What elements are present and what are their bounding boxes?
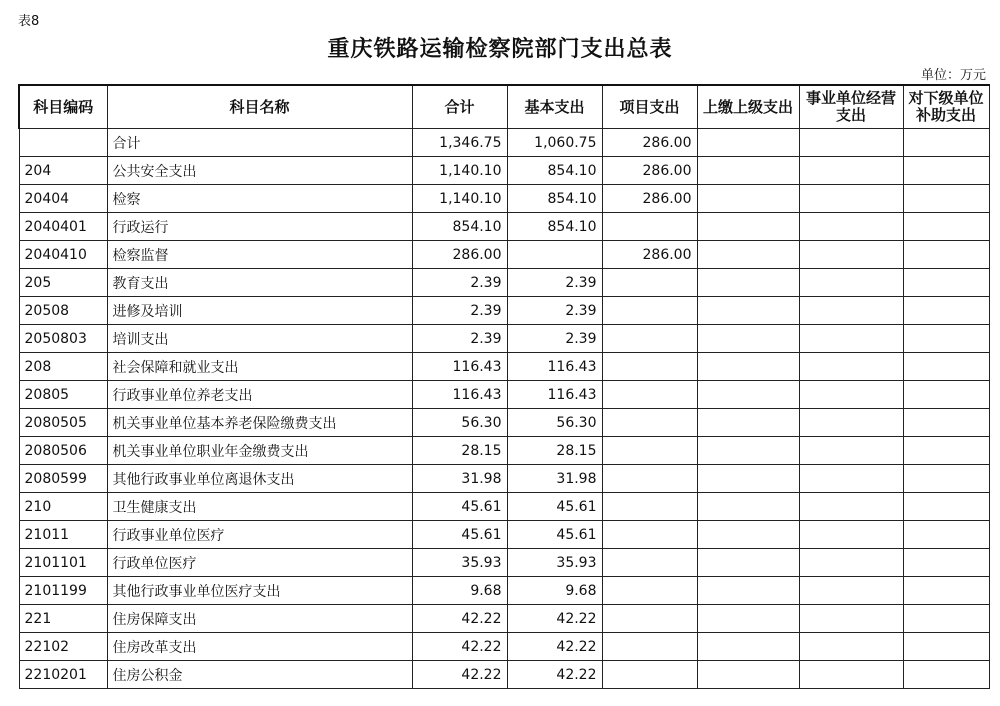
- expenditure-table: [18, 84, 990, 689]
- row-basic: 854.10: [507, 157, 602, 185]
- row-code: 2080506: [19, 437, 107, 465]
- table-row: [19, 521, 989, 549]
- header-basic: 基本支出: [507, 85, 602, 129]
- row-subsidy: [903, 661, 989, 689]
- row-total: 56.30: [412, 409, 507, 437]
- row-code: 204: [19, 157, 107, 185]
- table-row: [19, 241, 989, 269]
- row-upper: [697, 521, 799, 549]
- row-project: [602, 605, 697, 633]
- row-upper: [697, 129, 799, 157]
- row-subsidy: [903, 521, 989, 549]
- row-upper: [697, 325, 799, 353]
- row-total: 35.93: [412, 549, 507, 577]
- row-basic: 56.30: [507, 409, 602, 437]
- row-upper: [697, 577, 799, 605]
- header-total: 合计: [412, 85, 507, 129]
- row-upper: [697, 241, 799, 269]
- row-basic: [507, 241, 602, 269]
- table-row: [19, 353, 989, 381]
- row-total: 42.22: [412, 605, 507, 633]
- row-project: [602, 661, 697, 689]
- row-subsidy: [903, 437, 989, 465]
- row-basic: 2.39: [507, 325, 602, 353]
- row-total: 31.98: [412, 465, 507, 493]
- row-name: 机关事业单位职业年金缴费支出: [107, 437, 412, 465]
- row-total: 1,140.10: [412, 185, 507, 213]
- row-name: 合计: [107, 129, 412, 157]
- row-total: 45.61: [412, 521, 507, 549]
- header-name: 科目名称: [107, 85, 412, 129]
- row-total: 2.39: [412, 297, 507, 325]
- row-total: 28.15: [412, 437, 507, 465]
- row-subsidy: [903, 381, 989, 409]
- row-project: 286.00: [602, 185, 697, 213]
- table-row: [19, 129, 989, 157]
- table-row: [19, 409, 989, 437]
- row-basic: 854.10: [507, 185, 602, 213]
- table-row: [19, 437, 989, 465]
- row-name: 进修及培训: [107, 297, 412, 325]
- table-row: [19, 269, 989, 297]
- row-subsidy: [903, 157, 989, 185]
- row-basic: 116.43: [507, 353, 602, 381]
- row-project: [602, 633, 697, 661]
- row-upper: [697, 381, 799, 409]
- row-name: 社会保障和就业支出: [107, 353, 412, 381]
- row-business: [799, 381, 903, 409]
- row-total: 45.61: [412, 493, 507, 521]
- row-name: 检察: [107, 185, 412, 213]
- row-project: [602, 325, 697, 353]
- row-business: [799, 605, 903, 633]
- row-business: [799, 241, 903, 269]
- row-project: [602, 213, 697, 241]
- row-project: [602, 493, 697, 521]
- row-code: 210: [19, 493, 107, 521]
- row-name: 教育支出: [107, 269, 412, 297]
- row-project: [602, 297, 697, 325]
- row-code: 22102: [19, 633, 107, 661]
- row-basic: 9.68: [507, 577, 602, 605]
- row-name: 行政事业单位医疗: [107, 521, 412, 549]
- header-code: 科目编码: [19, 85, 107, 129]
- row-basic: 31.98: [507, 465, 602, 493]
- row-name: 卫生健康支出: [107, 493, 412, 521]
- table-row: [19, 325, 989, 353]
- row-subsidy: [903, 353, 989, 381]
- row-project: [602, 465, 697, 493]
- row-code: 2040401: [19, 213, 107, 241]
- row-upper: [697, 437, 799, 465]
- row-business: [799, 661, 903, 689]
- table-row: [19, 549, 989, 577]
- row-business: [799, 213, 903, 241]
- row-basic: 42.22: [507, 605, 602, 633]
- row-subsidy: [903, 269, 989, 297]
- row-business: [799, 353, 903, 381]
- table-row: [19, 633, 989, 661]
- row-subsidy: [903, 493, 989, 521]
- row-subsidy: [903, 409, 989, 437]
- header-row: [19, 85, 989, 129]
- row-total: 42.22: [412, 633, 507, 661]
- row-total: 42.22: [412, 661, 507, 689]
- row-name: 行政运行: [107, 213, 412, 241]
- row-total: 116.43: [412, 353, 507, 381]
- row-business: [799, 185, 903, 213]
- row-business: [799, 577, 903, 605]
- row-basic: 42.22: [507, 661, 602, 689]
- row-total: 1,346.75: [412, 129, 507, 157]
- row-project: [602, 409, 697, 437]
- table-row: [19, 381, 989, 409]
- header-upper: 上缴上级支出: [697, 85, 799, 129]
- row-name: 其他行政事业单位医疗支出: [107, 577, 412, 605]
- row-business: [799, 297, 903, 325]
- table-row: [19, 465, 989, 493]
- row-basic: 2.39: [507, 297, 602, 325]
- row-upper: [697, 549, 799, 577]
- row-total: 116.43: [412, 381, 507, 409]
- row-code: 208: [19, 353, 107, 381]
- row-subsidy: [903, 213, 989, 241]
- row-business: [799, 521, 903, 549]
- row-name: 住房改革支出: [107, 633, 412, 661]
- row-name: 公共安全支出: [107, 157, 412, 185]
- row-business: [799, 157, 903, 185]
- header-project: 项目支出: [602, 85, 697, 129]
- row-total: 286.00: [412, 241, 507, 269]
- row-upper: [697, 157, 799, 185]
- header-business: 事业单位经营支出: [799, 85, 903, 129]
- row-upper: [697, 633, 799, 661]
- table-row: [19, 493, 989, 521]
- row-total: 854.10: [412, 213, 507, 241]
- row-code: 2101101: [19, 549, 107, 577]
- row-subsidy: [903, 185, 989, 213]
- row-name: 住房保障支出: [107, 605, 412, 633]
- row-project: [602, 269, 697, 297]
- row-code: 2080599: [19, 465, 107, 493]
- row-total: 2.39: [412, 325, 507, 353]
- row-business: [799, 633, 903, 661]
- row-code: 221: [19, 605, 107, 633]
- table-row: [19, 185, 989, 213]
- table-row: [19, 213, 989, 241]
- row-project: [602, 437, 697, 465]
- row-code: 2210201: [19, 661, 107, 689]
- row-subsidy: [903, 549, 989, 577]
- row-subsidy: [903, 129, 989, 157]
- row-code: 205: [19, 269, 107, 297]
- row-business: [799, 325, 903, 353]
- row-upper: [697, 605, 799, 633]
- row-code: 20404: [19, 185, 107, 213]
- table-row: [19, 157, 989, 185]
- row-subsidy: [903, 297, 989, 325]
- table-row: [19, 577, 989, 605]
- row-basic: 28.15: [507, 437, 602, 465]
- row-code: 21011: [19, 521, 107, 549]
- row-business: [799, 493, 903, 521]
- row-subsidy: [903, 241, 989, 269]
- row-project: [602, 577, 697, 605]
- row-upper: [697, 269, 799, 297]
- row-upper: [697, 465, 799, 493]
- row-basic: 854.10: [507, 213, 602, 241]
- row-upper: [697, 493, 799, 521]
- row-basic: 2.39: [507, 269, 602, 297]
- row-name: 机关事业单位基本养老保险缴费支出: [107, 409, 412, 437]
- row-basic: 45.61: [507, 521, 602, 549]
- row-subsidy: [903, 605, 989, 633]
- header-subsidy: 对下级单位补助支出: [903, 85, 989, 129]
- page-title: 重庆铁路运输检察院部门支出总表: [327, 36, 673, 62]
- row-project: [602, 521, 697, 549]
- row-upper: [697, 353, 799, 381]
- row-business: [799, 269, 903, 297]
- row-subsidy: [903, 325, 989, 353]
- row-project: 286.00: [602, 157, 697, 185]
- row-code: 2101199: [19, 577, 107, 605]
- row-project: [602, 549, 697, 577]
- row-total: 2.39: [412, 269, 507, 297]
- row-code: 2080505: [19, 409, 107, 437]
- row-upper: [697, 661, 799, 689]
- table-row: [19, 661, 989, 689]
- row-name: 培训支出: [107, 325, 412, 353]
- row-project: 286.00: [602, 241, 697, 269]
- row-code: 2050803: [19, 325, 107, 353]
- row-basic: 35.93: [507, 549, 602, 577]
- row-code: 20508: [19, 297, 107, 325]
- row-basic: 116.43: [507, 381, 602, 409]
- row-project: [602, 353, 697, 381]
- row-code: [19, 129, 107, 157]
- unit-label: 单位：万元: [920, 68, 986, 83]
- row-business: [799, 437, 903, 465]
- row-project: 286.00: [602, 129, 697, 157]
- row-business: [799, 409, 903, 437]
- row-business: [799, 129, 903, 157]
- row-subsidy: [903, 577, 989, 605]
- table-tag: 表8: [18, 14, 40, 29]
- row-upper: [697, 409, 799, 437]
- row-subsidy: [903, 465, 989, 493]
- row-name: 住房公积金: [107, 661, 412, 689]
- row-project: [602, 381, 697, 409]
- row-basic: 42.22: [507, 633, 602, 661]
- row-upper: [697, 185, 799, 213]
- row-basic: 1,060.75: [507, 129, 602, 157]
- row-code: 2040410: [19, 241, 107, 269]
- row-name: 检察监督: [107, 241, 412, 269]
- row-business: [799, 465, 903, 493]
- row-name: 行政事业单位养老支出: [107, 381, 412, 409]
- table-row: [19, 605, 989, 633]
- row-subsidy: [903, 633, 989, 661]
- row-basic: 45.61: [507, 493, 602, 521]
- row-business: [799, 549, 903, 577]
- table-row: [19, 297, 989, 325]
- row-upper: [697, 213, 799, 241]
- row-code: 20805: [19, 381, 107, 409]
- row-name: 其他行政事业单位离退休支出: [107, 465, 412, 493]
- row-total: 1,140.10: [412, 157, 507, 185]
- row-upper: [697, 297, 799, 325]
- row-total: 9.68: [412, 577, 507, 605]
- row-name: 行政单位医疗: [107, 549, 412, 577]
